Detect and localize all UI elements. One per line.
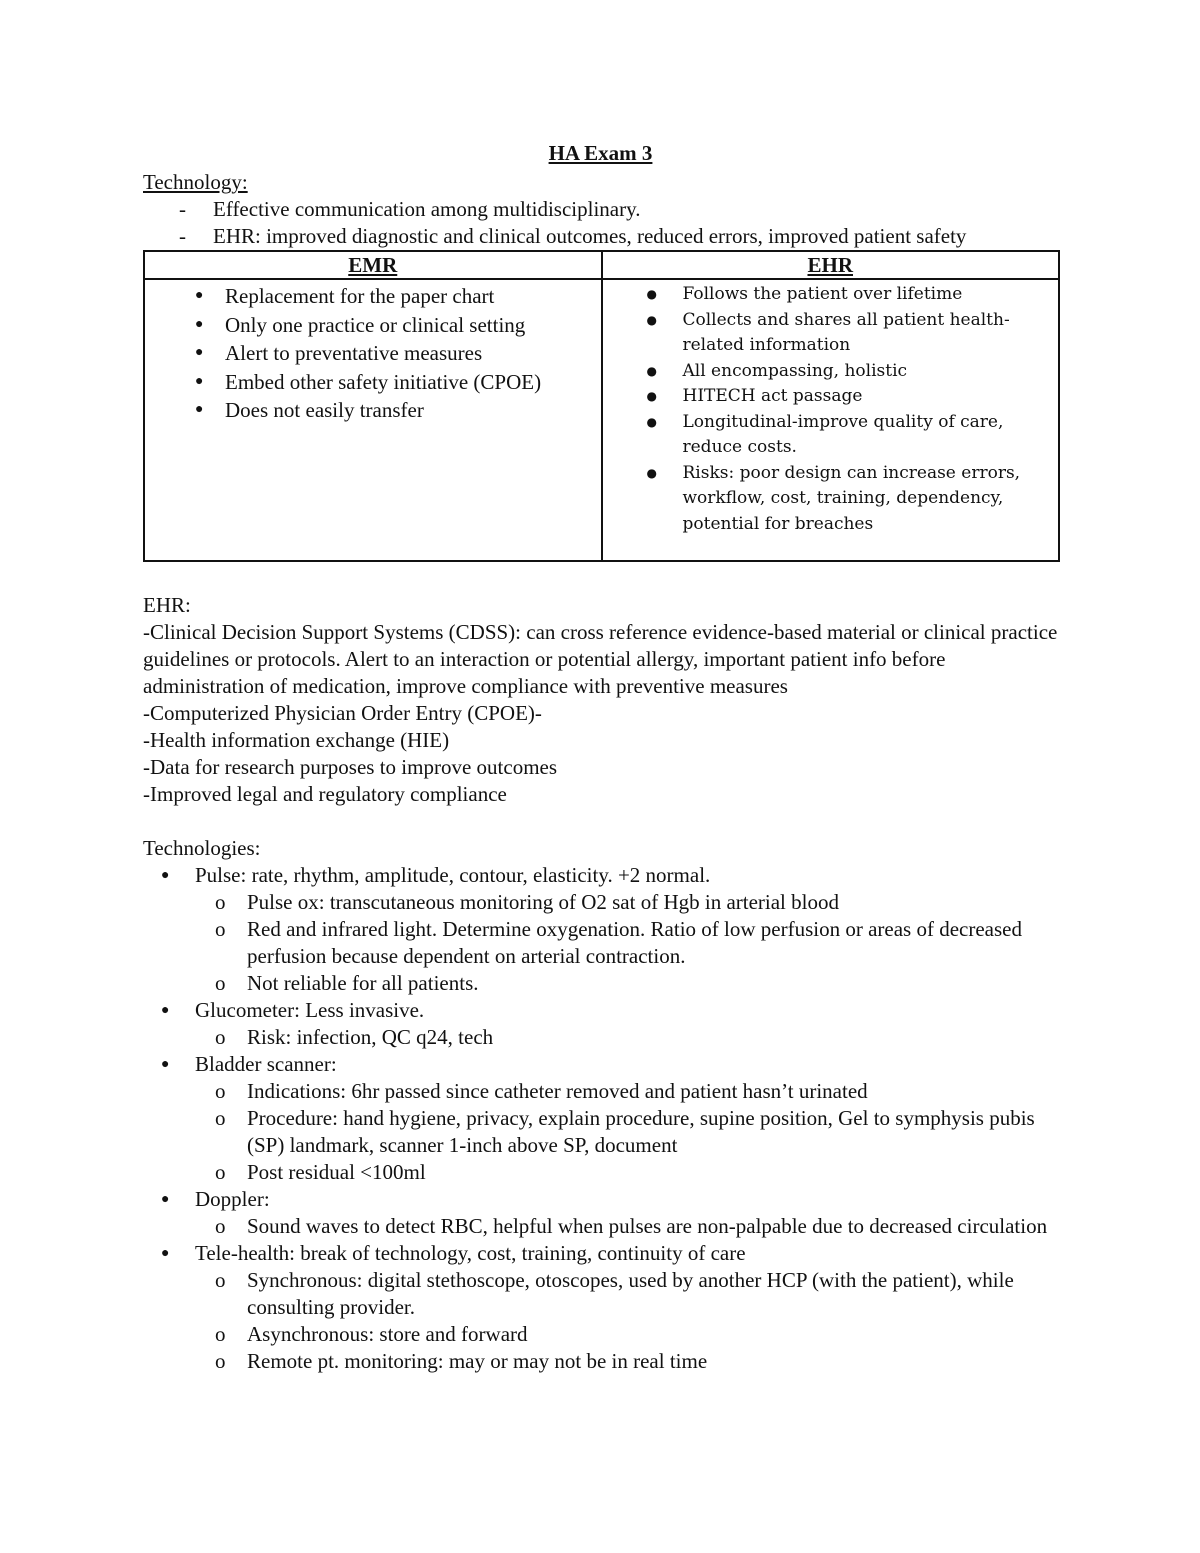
sub-list-item: o Indications: 6hr passed since catheter removed and patient hasn’t urinated: [215, 1079, 868, 1103]
list-item: ● Pulse: rate, rhythm, amplitude, contour, elasticity. +2 normal. o Pulse ox: transcutaneous monitoring of O2 sat of Hgb in arterial blood o Red and infrared light. Determine oxygenation. Ratio of low perfusion or areas of decreased perfusion because dependent on arterial contraction. o Not reliable for all patients.: [143, 862, 1058, 997]
list-item: ● Only one practice or clinical setting: [195, 312, 526, 337]
document-title: HA Exam 3: [548, 141, 653, 165]
list-item: ● All encompassing, holistic: [646, 360, 908, 381]
list-item: ● Follows the patient over lifetime: [646, 284, 963, 304]
list-item: ● Does not easily transfer: [195, 398, 424, 422]
emr-ehr-table: [143, 250, 1060, 562]
list-item: ● Glucometer: Less invasive. o Risk: infection, QC q24, tech: [143, 997, 1058, 1051]
ehr-section: [143, 592, 1058, 808]
list-item: ● Replacement for the paper chart: [195, 284, 495, 308]
list-item: ● Longitudinal-improve quality of care, reduce costs.: [646, 411, 1004, 457]
list-item: ● Bladder scanner: o Indications: 6hr passed since catheter removed and patient hasn’t urinated o Procedure: hand hygiene, privacy, explain procedure, supine position, Gel to symphysis pubis (SP) landmark, scanner 1-inch above SP, document o Post residual <100ml: [143, 1051, 1058, 1186]
list-item: ● Embed other safety initiative (CPOE): [195, 369, 542, 394]
sub-list-item: o Post residual <100ml: [215, 1160, 426, 1184]
ehr-heading: EHR:: [143, 593, 191, 617]
emr-cell: [144, 279, 602, 561]
technologies-section: [143, 835, 1058, 1375]
sub-list-item: o Remote pt. monitoring: may or may not be in real time: [215, 1349, 708, 1373]
sub-list-item: o Asynchronous: store and forward: [215, 1322, 528, 1346]
ehr-line: -Computerized Physician Order Entry (CPOE)-: [143, 701, 542, 725]
ehr-line: -Data for research purposes to improve outcomes: [143, 755, 558, 779]
ehr-line-cdss: -Clinical Decision Support Systems (CDSS): can cross reference evidence-based material or clinical practice guidelines or protocols. Alert to an interaction or potential allergy, important patient info before administration of medication, improve compliance with preventive measures: [143, 620, 1058, 698]
document-page: [143, 140, 1058, 1375]
sub-list-item: o Red and infrared light. Determine oxygenation. Ratio of low perfusion or areas of decreased perfusion because dependent on arterial contraction.: [215, 917, 1022, 968]
table-header-emr: EMR: [144, 251, 602, 279]
list-item: ● Tele-health: break of technology, cost, training, continuity of care o Synchronous: digital stethoscope, otoscopes, used by another HCP (with the patient), while consulting provider. o Asynchronous: store and forward o Remote pt. monitoring: may or may not be in real time: [143, 1240, 1058, 1375]
list-item: - EHR: improved diagnostic and clinical outcomes, reduced errors, improved patient safety: [179, 224, 967, 248]
sub-list-item: o Procedure: hand hygiene, privacy, explain procedure, supine position, Gel to symphysis pubis (SP) landmark, scanner 1-inch above SP, document: [215, 1106, 1035, 1157]
ehr-line: -Improved legal and regulatory compliance: [143, 782, 507, 806]
list-item: ● Risks: poor design can increase errors, workflow, cost, training, dependency, potential for breaches: [646, 462, 1021, 534]
list-item: ● Alert to preventative measures: [195, 341, 483, 365]
sub-list-item: o Not reliable for all patients.: [215, 971, 479, 995]
sub-list-item: o Synchronous: digital stethoscope, otoscopes, used by another HCP (with the patient), while consulting provider.: [215, 1268, 1014, 1319]
list-item: - Effective communication among multidisciplinary.: [179, 197, 641, 221]
technologies-heading: Technologies:: [143, 836, 261, 860]
list-item: ● HITECH act passage: [646, 386, 863, 406]
sub-list-item: o Sound waves to detect RBC, helpful when pulses are non-palpable due to decreased circulation: [215, 1214, 1048, 1238]
sub-list-item: o Risk: infection, QC q24, tech: [215, 1025, 494, 1049]
sub-list-item: o Pulse ox: transcutaneous monitoring of O2 sat of Hgb in arterial blood: [215, 890, 839, 914]
table-header-ehr: EHR: [602, 251, 1060, 279]
ehr-cell: [602, 279, 1060, 561]
ehr-line: -Health information exchange (HIE): [143, 728, 450, 752]
technology-heading: Technology:: [143, 170, 248, 194]
list-item: ● Doppler: o Sound waves to detect RBC, helpful when pulses are non-palpable due to decreased circulation: [143, 1186, 1058, 1240]
technology-list: [143, 196, 1058, 250]
list-item: ● Collects and shares all patient health-related information: [646, 309, 1010, 355]
